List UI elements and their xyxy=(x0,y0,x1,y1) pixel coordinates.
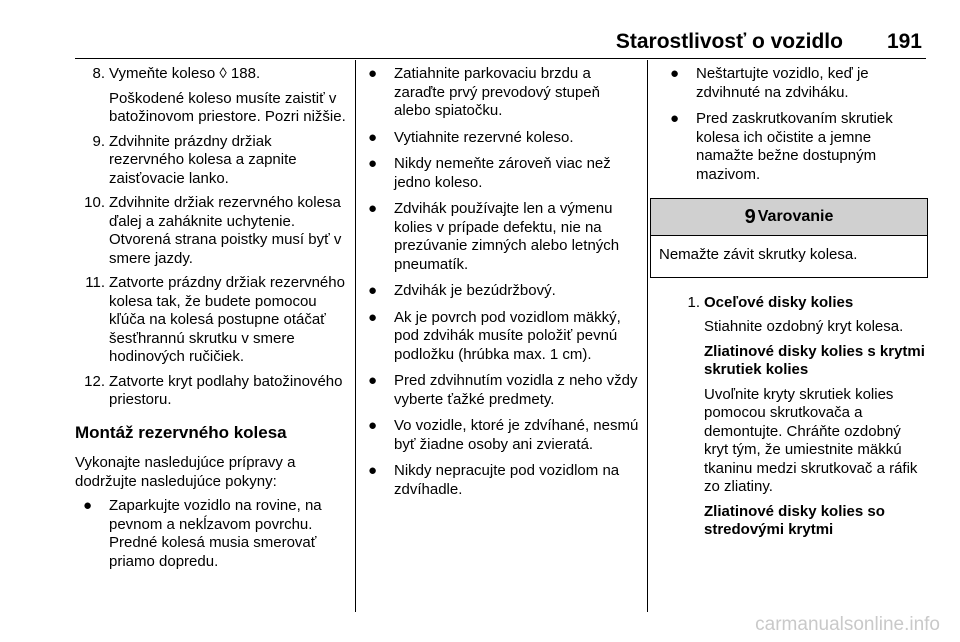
list-item: ● Vo vozidle, ktoré je zdvíhané, nesmú byť žiadne osoby ani zvieratá. xyxy=(368,417,639,453)
subheading-2: Zliatinové disky kolies so stredovými krytmi xyxy=(704,502,885,538)
header-rule xyxy=(75,58,926,59)
list-item: ● Zdvihák je bezúdržbový. xyxy=(368,282,556,299)
bullet-icon: ● xyxy=(670,65,680,82)
list-item: ● Zdvihák používajte len a výmenu kolies v prípade defektu, nie na prezúvanie zimných alebo letných pneumatík. xyxy=(368,200,620,273)
list-item: ● Pred zaskrutkovaním skrutiek kolesa ich očistite a jemne namažte bežne dostupným mazivom. xyxy=(670,110,893,183)
warning-icon: 9 xyxy=(744,205,756,228)
bullet-icon: ● xyxy=(368,128,378,146)
bullet-icon: ● xyxy=(368,462,378,479)
bullet-icon: ● xyxy=(670,110,680,127)
bullet-icon: ● xyxy=(368,417,378,434)
list-item: ● Nikdy nemeňte zároveň viac než jedno koleso. xyxy=(368,155,611,191)
warning-box xyxy=(650,198,928,278)
step-11: 11. Zatvorte prázdny držiak rezervného kolesa tak, že budete pomocou kľúča na kolesá postupne otáčať šesťhrannú skrutku v smere hodinových ručičiek. xyxy=(85,274,345,365)
bullet-icon: ● xyxy=(368,155,378,172)
warning-text: Nemažte závit skrutky kolesa. xyxy=(659,246,858,263)
step-8: 8. Vymeňte koleso ◊ 188. xyxy=(92,65,261,82)
list-item: ● Vytiahnite rezervné koleso. xyxy=(368,128,574,146)
step-1: 1. Oceľové disky kolies xyxy=(687,293,854,311)
list-item: ● Zaparkujte vozidlo na rovine, na pevnom a nekĺzavom povrchu. Predné kolesá musia smerovať priamo dopredu. xyxy=(83,497,322,570)
step-9: 9. Zdvihnite prázdny držiak rezervného kolesa a zapnite zaisťovacie lanko. xyxy=(92,132,297,187)
list-item: ● Nikdy nepracujte pod vozidlom na zdvíhadle. xyxy=(368,462,620,498)
subheading-1: Zliatinové disky kolies s krytmi skrutiek kolies xyxy=(704,342,925,378)
column-3 xyxy=(659,65,928,546)
list-item: ● Neštartujte vozidlo, keď je zdvihnuté na zdviháku. xyxy=(670,65,869,101)
step-12: 12. Zatvorte kryt podlahy batožinového priestoru. xyxy=(84,372,343,408)
section-intro: Vykonajte nasledujúce prípravy a dodržujte nasledujúce pokyny: xyxy=(75,454,296,490)
page-title: Starostlivosť o vozidlo xyxy=(615,30,843,53)
column-divider-1 xyxy=(355,60,356,612)
section-heading: Montáž rezervného kolesa xyxy=(75,422,287,442)
warning-header xyxy=(651,199,927,236)
subheading-1-text: Uvoľnite kryty skrutiek kolies pomocou skrutkovača a demontujte. Chráňte ozdobný kryt tým, že umiestnite mäkkú tkaninu medzi skrutkovač a ráfik zo zliatiny. xyxy=(704,385,918,495)
step-10: 10. Zdvihnite držiak rezervného kolesa ďalej a zaháknite uchytenie. Otvorená strana poistky musí byť v smere jazdy. xyxy=(84,194,342,267)
watermark: carmanualsonline.info xyxy=(755,614,940,635)
bullet-icon: ● xyxy=(368,282,378,299)
bullet-icon: ● xyxy=(368,200,378,217)
step-1-text: Stiahnite ozdobný kryt kolesa. xyxy=(704,318,904,335)
list-item: ● Ak je povrch pod vozidlom mäkký, pod zdvihák musíte položiť pevnú podložku (hrúbka max. 1 cm). xyxy=(368,308,621,363)
column-divider-2 xyxy=(647,60,648,612)
bullet-icon: ● xyxy=(368,372,378,389)
step-8-note: Poškodené koleso musíte zaistiť v batožinovom priestore. Pozri nižšie. xyxy=(109,89,346,125)
page-number: 191 xyxy=(886,30,922,53)
column-2 xyxy=(368,65,640,507)
warning-title: Varovanie xyxy=(757,207,834,225)
bullet-icon: ● xyxy=(83,497,93,514)
list-item: ● Pred zdvihnutím vozidla z neho vždy vyberte ťažké predmety. xyxy=(368,372,638,408)
page-header xyxy=(0,30,922,54)
column-1 xyxy=(75,65,350,579)
list-item: ● Zatiahnite parkovaciu brzdu a zaraďte prvý prevodový stupeň alebo spiatočku. xyxy=(368,65,600,119)
bullet-icon: ● xyxy=(368,65,378,82)
bullet-icon: ● xyxy=(368,308,378,326)
